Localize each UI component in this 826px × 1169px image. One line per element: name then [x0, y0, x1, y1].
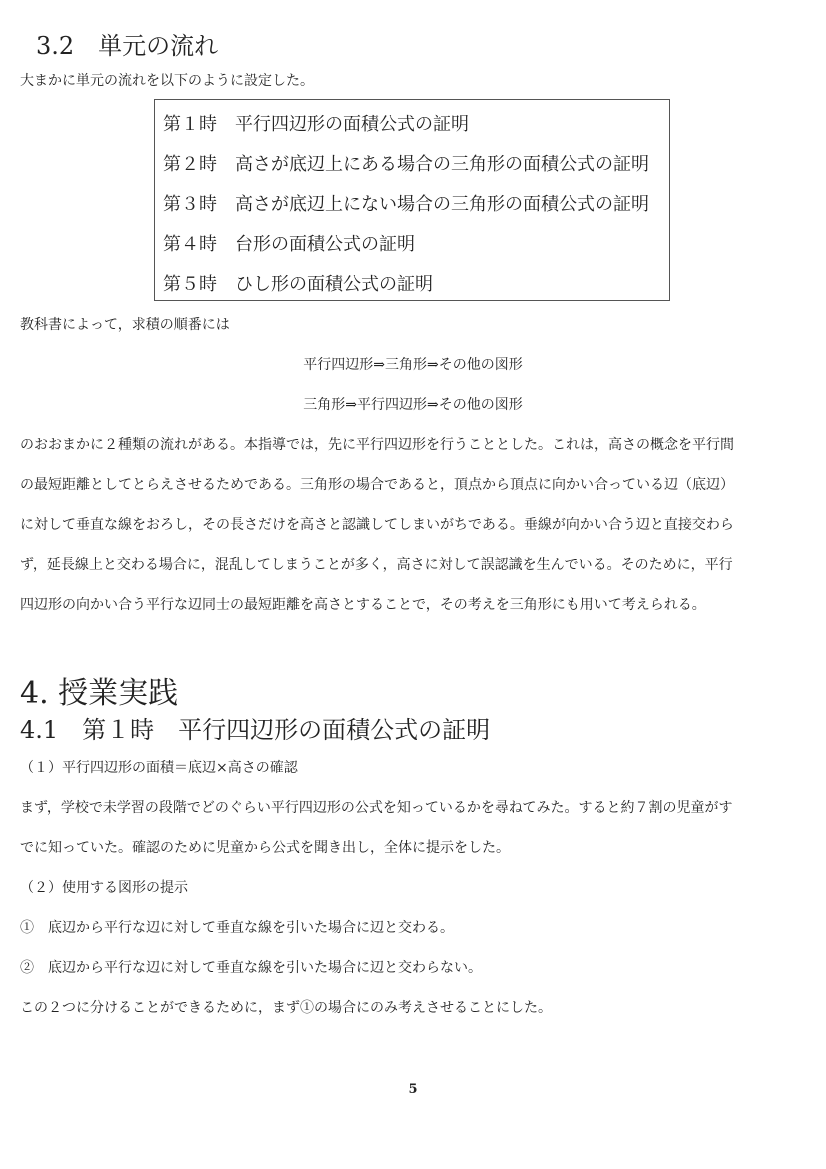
schedule-row: 第２時 高さが底辺上にある場合の三角形の面積公式の証明 [163, 154, 649, 175]
schedule-row: 第５時 ひし形の面積公式の証明 [163, 274, 433, 295]
paragraph-line: の最短距離としてとらえさせるためである。三角形の場合であると，頂点から頂点に向かい合っている辺（底辺） [20, 477, 734, 493]
schedule-row: 第４時 台形の面積公式の証明 [163, 234, 415, 255]
item-2-line: ② 底辺から平行な辺に対して垂直な線を引いた場合に辺と交わらない。 [20, 960, 482, 976]
paragraph-line: 四辺形の向かい合う平行な辺同士の最短距離を高さとすることで，その考えを三角形にも用いて考えられる。 [20, 597, 706, 613]
item-2-line: ① 底辺から平行な辺に対して垂直な線を引いた場合に辺と交わる。 [20, 920, 454, 936]
schedule-row: 第３時 高さが底辺上にない場合の三角形の面積公式の証明 [163, 194, 649, 215]
textbook-note: 教科書によって，求積の順番には [20, 317, 230, 333]
section-3-2-heading: 3.2 単元の流れ [36, 32, 219, 60]
item-2-title: （２）使用する図形の提示 [20, 880, 188, 896]
order-2: 三角形⇒平行四辺形⇒その他の図形 [303, 397, 523, 413]
paragraph-line: ず，延長線上と交わる場合に，混乱してしまうことが多く，高さに対して誤認識を生んでいる。そのために，平行 [20, 557, 733, 573]
item-1-line: まず，学校で未学習の段階でどのぐらい平行四辺形の公式を知っているかを尋ねてみた。すると約７割の児童がす [20, 800, 733, 816]
item-2-line: この２つに分けることができるために，まず①の場合にのみ考えさせることにした。 [20, 1000, 552, 1016]
item-1-line: でに知っていた。確認のために児童から公式を聞き出し，全体に提示をした。 [20, 840, 510, 856]
section-4-1-heading: 4.1 第１時 平行四辺形の面積公式の証明 [20, 716, 491, 744]
order-1: 平行四辺形⇒三角形⇒その他の図形 [303, 357, 523, 373]
section-3-2-intro: 大まかに単元の流れを以下のように設定した。 [20, 73, 314, 89]
section-4-heading: 4. 授業実践 [20, 676, 179, 711]
schedule-box [154, 99, 670, 301]
page-number: 5 [408, 1082, 418, 1097]
paragraph-line: のおおまかに２種類の流れがある。本指導では，先に平行四辺形を行うこととした。これは，高さの概念を平行間 [20, 437, 734, 453]
paragraph-line: に対して垂直な線をおろし，その長さだけを高さと認識してしまいがちである。垂線が向かい合う辺と直接交わら [20, 517, 734, 533]
schedule-row: 第１時 平行四辺形の面積公式の証明 [163, 114, 469, 135]
item-1-title: （１）平行四辺形の面積＝底辺×高さの確認 [20, 760, 298, 776]
